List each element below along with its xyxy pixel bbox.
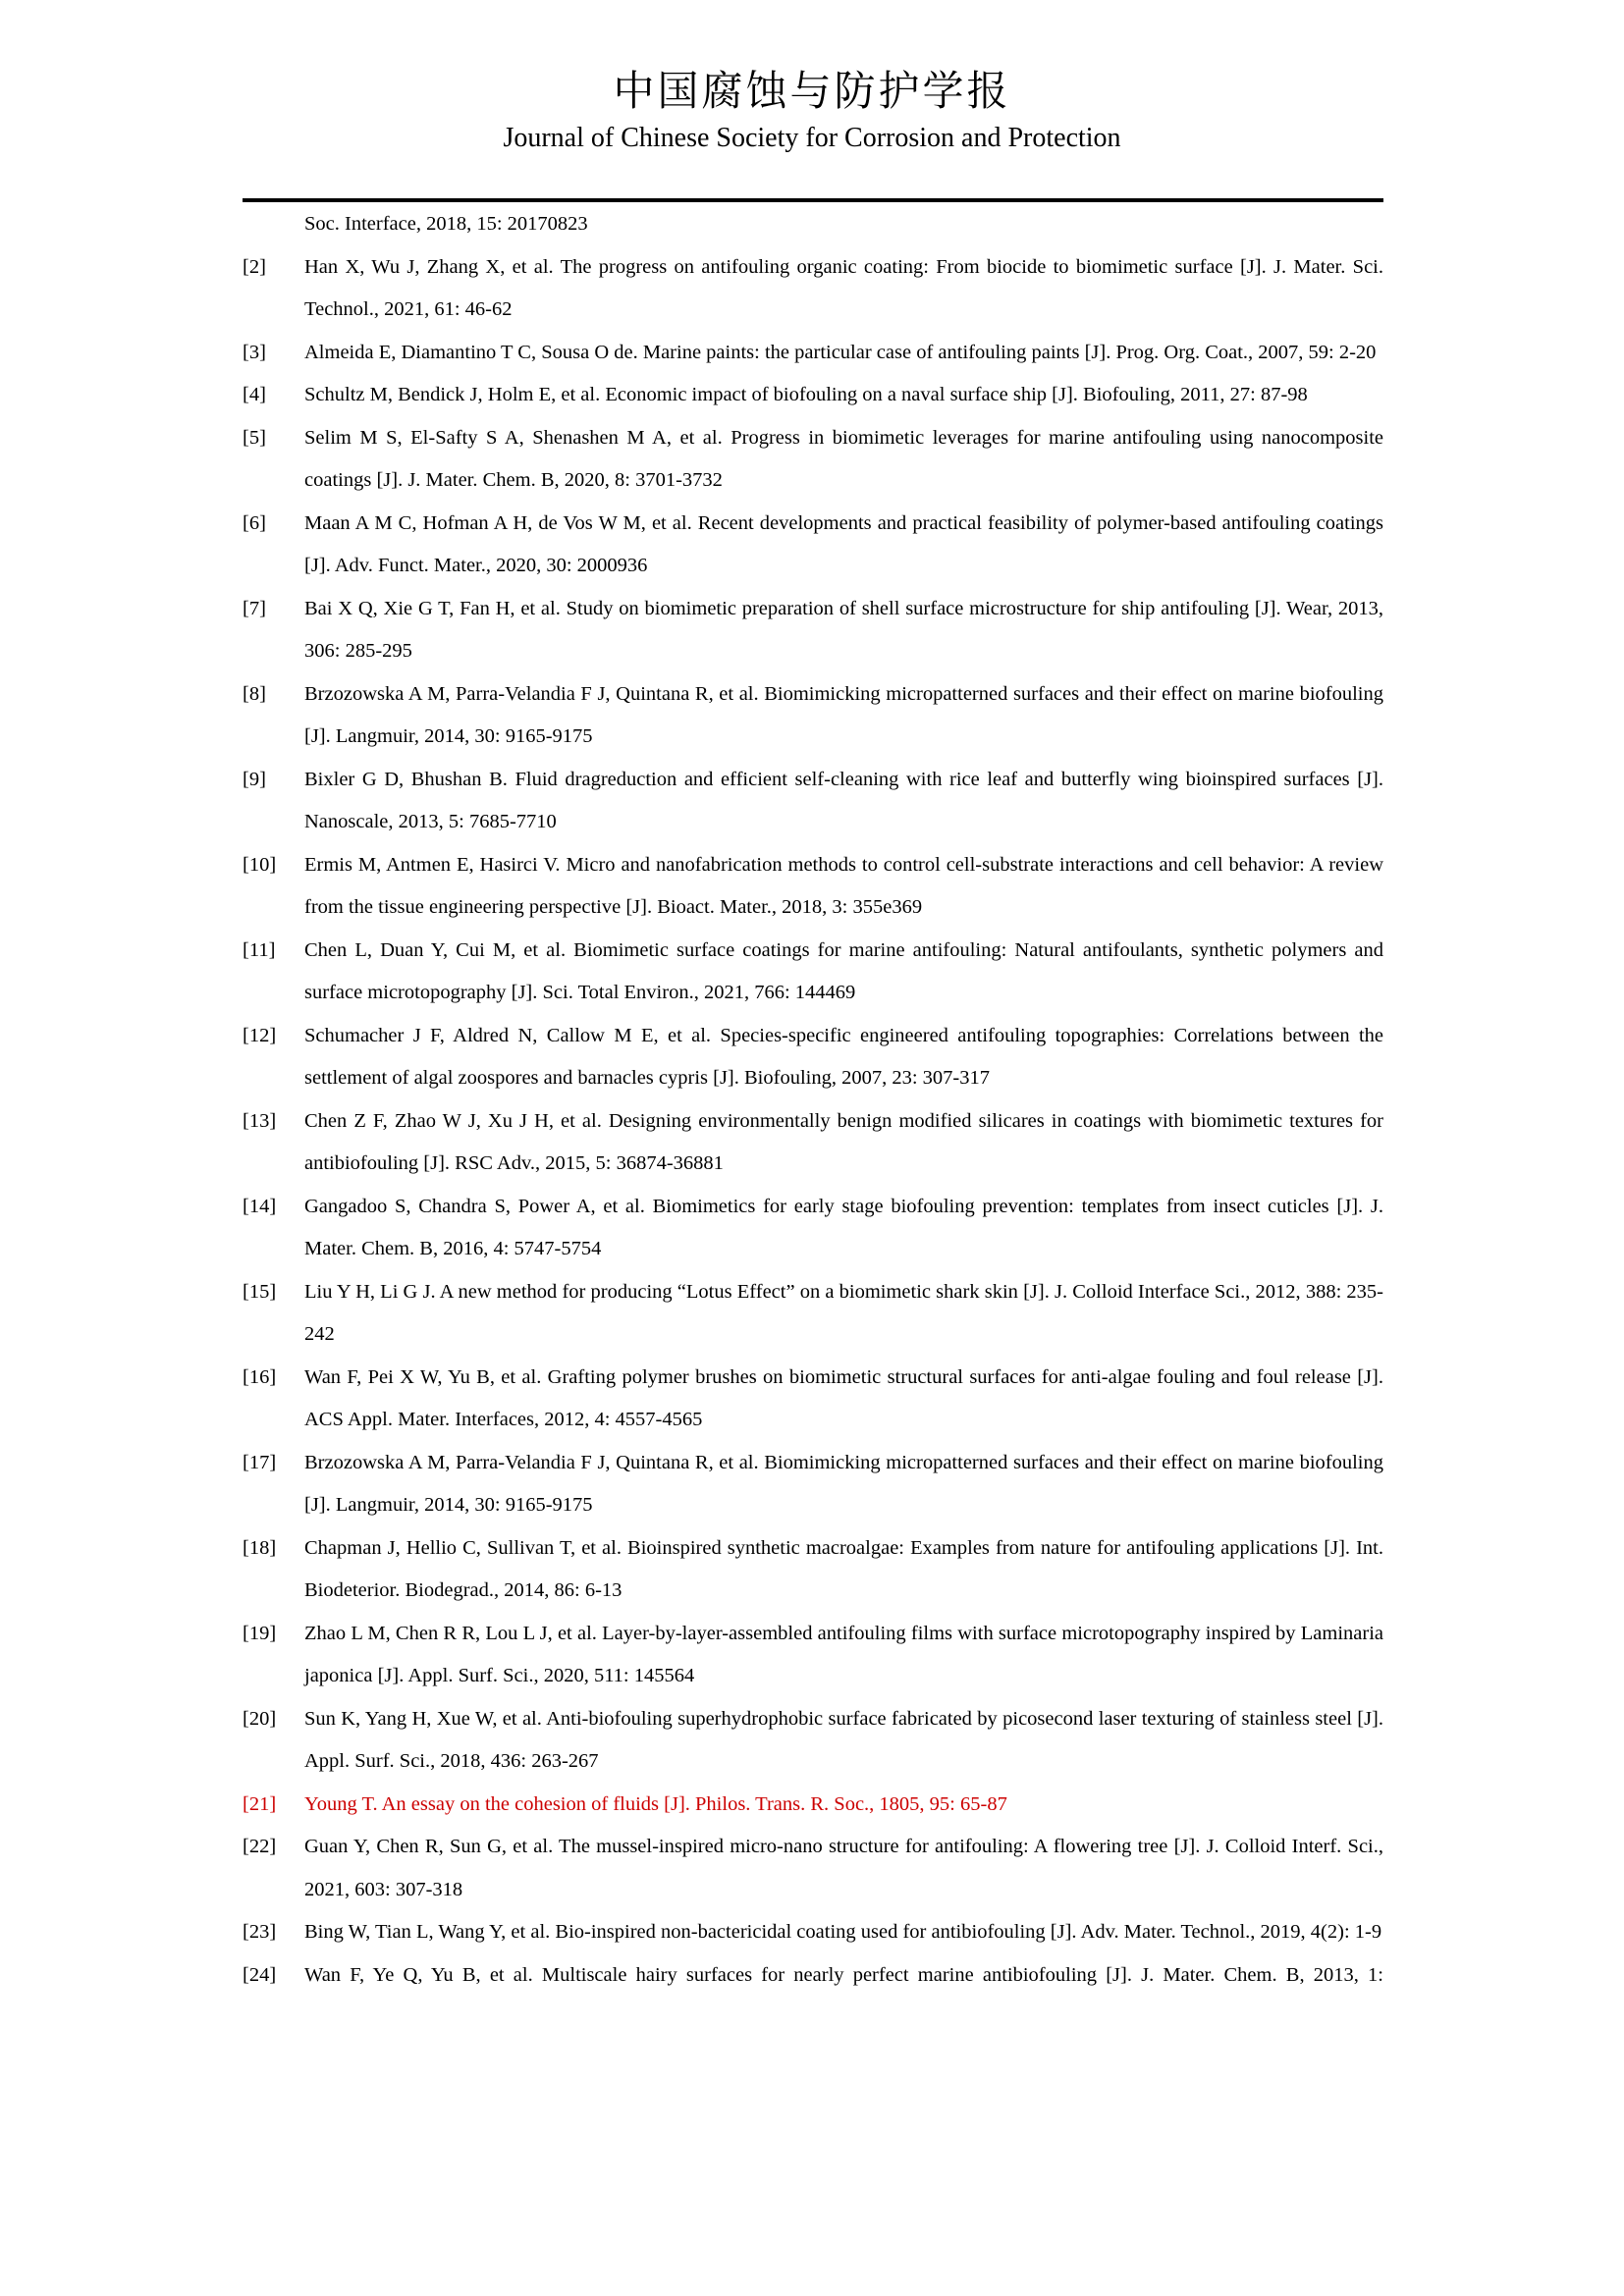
reference-number: [18] (243, 1536, 277, 1559)
reference-item (243, 1015, 1383, 1100)
reference-number: [13] (243, 1109, 277, 1132)
reference-text: Han X, Wu J, Zhang X, et al. The progress on antifouling organic coating: From biocide to biomimetic surface [J]. J. Mater. Sci. Technol., 2021, 61: 46-62 (304, 255, 1383, 320)
reference-item (243, 1784, 1383, 1827)
reference-text: Selim M S, El-Safty S A, Shenashen M A, et al. Progress in biomimetic leverages for marine antifouling using nanocomposite coatings [J]. J. Mater. Chem. B, 2020, 8: 3701-3732 (304, 426, 1383, 491)
reference-number: [24] (243, 1963, 277, 1986)
reference-item (243, 1527, 1383, 1613)
reference-text: Wan F, Ye Q, Yu B, et al. Multiscale hairy surfaces for nearly perfect marine antibiofouling [J]. J. Mater. Chem. B, 2013, 1: (304, 1963, 1383, 1986)
reference-item (243, 759, 1383, 844)
reference-text: Almeida E, Diamantino T C, Sousa O de. Marine paints: the particular case of antifouling paints [J]. Prog. Org. Coat., 2007, 59: 2-20 (304, 341, 1377, 363)
reference-item (243, 844, 1383, 930)
reference-number: [5] (243, 426, 266, 449)
reference-text: Bai X Q, Xie G T, Fan H, et al. Study on biomimetic preparation of shell surface microstructure for ship antifouling [J]. Wear, 2013, 306: 285-295 (304, 597, 1383, 662)
reference-number: [2] (243, 255, 266, 278)
reference-number: [20] (243, 1707, 277, 1730)
reference-text: Brzozowska A M, Parra-Velandia F J, Quintana R, et al. Biomimicking micropatterned surfaces and their effect on marine biofouling [J]. Langmuir, 2014, 30: 9165-9175 (304, 1451, 1383, 1516)
reference-text: Sun K, Yang H, Xue W, et al. Anti-biofouling superhydrophobic surface fabricated by picosecond laser texturing of stainless steel [J]. Appl. Surf. Sci., 2018, 436: 263-267 (304, 1707, 1383, 1772)
reference-number: [12] (243, 1024, 277, 1046)
reference-item (243, 417, 1383, 503)
reference-number: [23] (243, 1921, 277, 1943)
reference-text: Liu Y H, Li G J. A new method for producing “Lotus Effect” on a biomimetic shark skin [J]. J. Colloid Interface Sci., 2012, 388: 235-242 (304, 1280, 1383, 1345)
reference-item (243, 1442, 1383, 1527)
reference-item (243, 1698, 1383, 1784)
reference-item (243, 673, 1383, 759)
reference-number: [22] (243, 1836, 277, 1857)
reference-number: [11] (243, 938, 276, 961)
reference-text: Young T. An essay on the cohesion of fluids [J]. Philos. Trans. R. Soc., 1805, 95: 65-87 (304, 1792, 1007, 1815)
reference-number: [14] (243, 1195, 277, 1217)
journal-title-english: Journal of Chinese Society for Corrosion and Protection (503, 123, 1121, 153)
reference-text: Ermis M, Antmen E, Hasirci V. Micro and nanofabrication methods to control cell-substrate interactions and cell behavior: A review from the tissue engineering perspective [J]. Bioact. Mater., 2018, 3: 355e369 (304, 853, 1383, 918)
reference-item (243, 503, 1383, 588)
reference-item (243, 246, 1383, 332)
reference-number: [10] (243, 853, 277, 876)
reference-number: [3] (243, 341, 266, 363)
reference-text: Chen Z F, Zhao W J, Xu J H, et al. Designing environmentally benign modified silicares in coatings with biomimetic textures for antibiofouling [J]. RSC Adv., 2015, 5: 36874-36881 (304, 1109, 1383, 1174)
reference-text: Zhao L M, Chen R R, Lou L J, et al. Layer-by-layer-assembled antifouling films with surface microtopography inspired by Laminaria japonica [J]. Appl. Surf. Sci., 2020, 511: 145564 (304, 1622, 1383, 1686)
reference-text: Chen L, Duan Y, Cui M, et al. Biomimetic surface coatings for marine antifouling: Natural antifoulants, synthetic polymers and surface microtopography [J]. Sci. Total Environ., 2021, 766: 144469 (304, 938, 1383, 1003)
reference-text: Wan F, Pei X W, Yu B, et al. Grafting polymer brushes on biomimetic structural surfaces for anti-algae fouling and foul release [J]. ACS Appl. Mater. Interfaces, 2012, 4: 4557-4565 (304, 1365, 1383, 1430)
reference-text: Guan Y, Chen R, Sun G, et al. The mussel-inspired micro-nano structure for antifouling: A flowering tree [J]. J. Colloid Interf. Sci., 2021, 603: 307-318 (304, 1836, 1383, 1900)
reference-text: Gangadoo S, Chandra S, Power A, et al. Biomimetics for early stage biofouling prevention: templates from insect cuticles [J]. J. Mater. Chem. B, 2016, 4: 5747-5754 (304, 1195, 1383, 1259)
reference-item (243, 1186, 1383, 1271)
reference-number: [7] (243, 597, 266, 619)
reference-item (243, 1357, 1383, 1442)
reference-item (243, 1100, 1383, 1186)
reference-item (243, 1271, 1383, 1357)
reference-text: Schultz M, Bendick J, Holm E, et al. Economic impact of biofouling on a naval surface ship [J]. Biofouling, 2011, 27: 87-98 (304, 384, 1308, 405)
reference-number: [19] (243, 1622, 277, 1644)
reference-item (243, 1826, 1383, 1911)
reference-text: Soc. Interface, 2018, 15: 20170823 (304, 213, 588, 235)
reference-text: Maan A M C, Hofman A H, de Vos W M, et al. Recent developments and practical feasibility of polymer-based antifouling coatings [J]. Adv. Funct. Mater., 2020, 30: 2000936 (304, 511, 1383, 576)
reference-item (243, 332, 1383, 375)
reference-number: [21] (243, 1792, 277, 1815)
header-rule (243, 198, 1383, 202)
reference-number: [4] (243, 384, 266, 405)
reference-text: Schumacher J F, Aldred N, Callow M E, et al. Species-specific engineered antifouling topographies: Correlations between the settlement of algal zoospores and barnacles cypris [J]. Biofouling, 2007, 23: 307-317 (304, 1024, 1383, 1089)
reference-list (243, 203, 1383, 1997)
reference-item (243, 374, 1383, 417)
reference-item (243, 1954, 1383, 1998)
reference-number: [17] (243, 1451, 277, 1473)
reference-text: Bixler G D, Bhushan B. Fluid dragreduction and efficient self-cleaning with rice leaf and butterfly wing bioinspired surfaces [J]. Nanoscale, 2013, 5: 7685-7710 (304, 768, 1383, 832)
reference-number: [16] (243, 1365, 277, 1388)
reference-carryover-line (243, 203, 1383, 246)
reference-text: Chapman J, Hellio C, Sullivan T, et al. Bioinspired synthetic macroalgae: Examples from nature for antifouling applications [J]. Int. Biodeterior. Biodegrad., 2014, 86: 6-13 (304, 1536, 1383, 1601)
reference-item (243, 1911, 1383, 1954)
reference-item (243, 1613, 1383, 1698)
reference-text: Brzozowska A M, Parra-Velandia F J, Quintana R, et al. Biomimicking micropatterned surfaces and their effect on marine biofouling [J]. Langmuir, 2014, 30: 9165-9175 (304, 682, 1383, 747)
reference-number: [8] (243, 682, 266, 705)
journal-title-chinese: 中国腐蚀与防护学报 (613, 70, 1011, 115)
reference-number: [15] (243, 1280, 277, 1303)
reference-item (243, 930, 1383, 1015)
reference-item (243, 588, 1383, 673)
reference-number: [6] (243, 511, 266, 534)
reference-text: Bing W, Tian L, Wang Y, et al. Bio-inspired non-bactericidal coating used for antibiofouling [J]. Adv. Mater. Technol., 2019, 4(2): 1-9 (304, 1921, 1382, 1943)
reference-number: [9] (243, 768, 266, 790)
